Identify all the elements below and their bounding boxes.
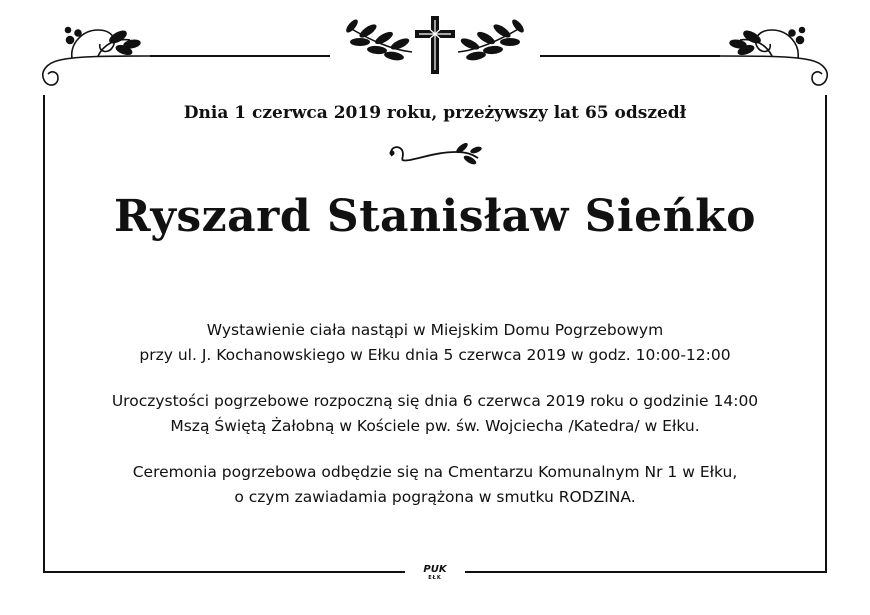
- text-line: Ceremonia pogrzebowa odbędzie się na Cmentarzu Komunalnym Nr 1 w Ełku,: [132, 463, 738, 481]
- floral-corner-icon: [43, 28, 150, 86]
- deceased-name: Ryszard Stanisław Sieńko: [114, 191, 756, 242]
- text-line: Uroczystości pogrzebowe rozpoczną się dnia 6 czerwca 2019 roku o godzinie 14:00: [111, 392, 759, 410]
- ceremony-paragraph: [0, 389, 870, 439]
- logo-main: PUK: [423, 564, 447, 575]
- text-line: o czym zawiadamia pogrążona w smutku RODZINA.: [234, 488, 636, 506]
- funeral-details: [0, 318, 870, 531]
- floral-corner-icon: [720, 28, 827, 86]
- viewing-paragraph: [0, 318, 870, 368]
- text-line: Wystawienie ciała nastąpi w Miejskim Domu Pogrzebowym: [206, 321, 664, 339]
- death-announcement-headline: Dnia 1 czerwca 2019 roku, przeżywszy lat 65 odszedł: [183, 103, 687, 123]
- logo-sub: EŁK: [428, 575, 442, 581]
- text-line: Mszą Świętą Żałobną w Kościele pw. św. Wojciecha /Katedra/ w Ełku.: [170, 417, 700, 435]
- burial-paragraph: [0, 460, 870, 510]
- puk-logo: [415, 565, 455, 581]
- text-line: przy ul. J. Kochanowskiego w Ełku dnia 5 czerwca 2019 w godz. 10:00-12:00: [139, 346, 731, 364]
- leaf-swirl-icon: [390, 141, 483, 166]
- cross-with-laurel-icon: [344, 16, 526, 74]
